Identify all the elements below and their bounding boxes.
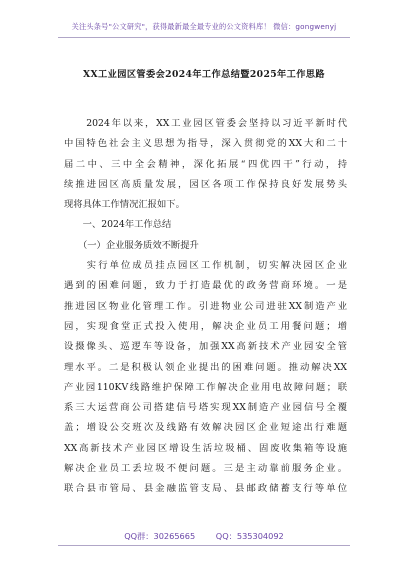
document-title: XX工业园区管委会2024年工作总结暨2025年工作思路	[83, 69, 325, 80]
body-line: 实行单位成员挂点园区工作机制，切实解决园区企业	[64, 260, 347, 272]
body-line: （一）企业服务质效不断提升	[64, 239, 199, 251]
body-line: 推进园区物业化管理工作。引进物业公司进驻XX制造产业	[64, 300, 347, 312]
body-line: XX高新技术产业园区增设生活垃圾桶、固废收集箱等设施	[64, 442, 347, 454]
body-line: 盖；增设公交班次及线路有效解决园区企业短途出行难题	[64, 422, 347, 434]
footer-qq: QQ：535304092	[215, 531, 284, 541]
footer-qq-group: QQ群：30265665	[124, 531, 196, 541]
header-divider	[58, 37, 350, 38]
body-line: 现将具体工作情况汇报如下。	[64, 199, 185, 211]
body-line: 理水平。二是积极认领企业提出的困难问题。推动解决XX	[64, 361, 347, 373]
document-body	[64, 114, 347, 500]
body-line: 遇到的困难问题，致力于打造最优的政务营商环境。一是	[64, 280, 347, 292]
body-line: 续推进园区高质量发展，园区各项工作保持良好发展势头	[64, 178, 347, 190]
footer-divider	[58, 545, 350, 546]
body-line: 解决企业员工丢垃圾不便问题。三是主动靠前服务企业。	[64, 463, 347, 475]
header-note: 关注头条号"公文研究"，获得最新最全最专业的公文资料库！ 微信：gongwenyj	[71, 22, 337, 31]
body-line: 系三大运营商公司搭建信号塔实现XX制造产业园信号全覆	[64, 402, 347, 414]
body-line: 届二中、三中全会精神，深化拓展“四优四干”行动，持	[64, 158, 347, 170]
body-line: 联合县市管局、县金融监管支局、县邮政储蓄支行等单位	[64, 483, 347, 495]
body-line: 中国特色社会主义思想为指导，深入贯彻党的XX大和二十	[64, 138, 347, 150]
footer-contact	[0, 531, 408, 542]
body-line: 设摄像头、巡逻车等设备，加强XX高新技术产业园安全管	[64, 341, 347, 353]
body-line: 2024年以来，XX工业园区管委会坚持以习近平新时代	[64, 118, 347, 129]
body-line: 园，实现食堂正式投入使用，解决企业员工用餐问题；增	[64, 320, 347, 332]
body-line: 产业园110KV线路维护保障工作解决企业用电故障问题；联	[64, 381, 347, 393]
body-line: 一、2024年工作总结	[64, 219, 172, 231]
